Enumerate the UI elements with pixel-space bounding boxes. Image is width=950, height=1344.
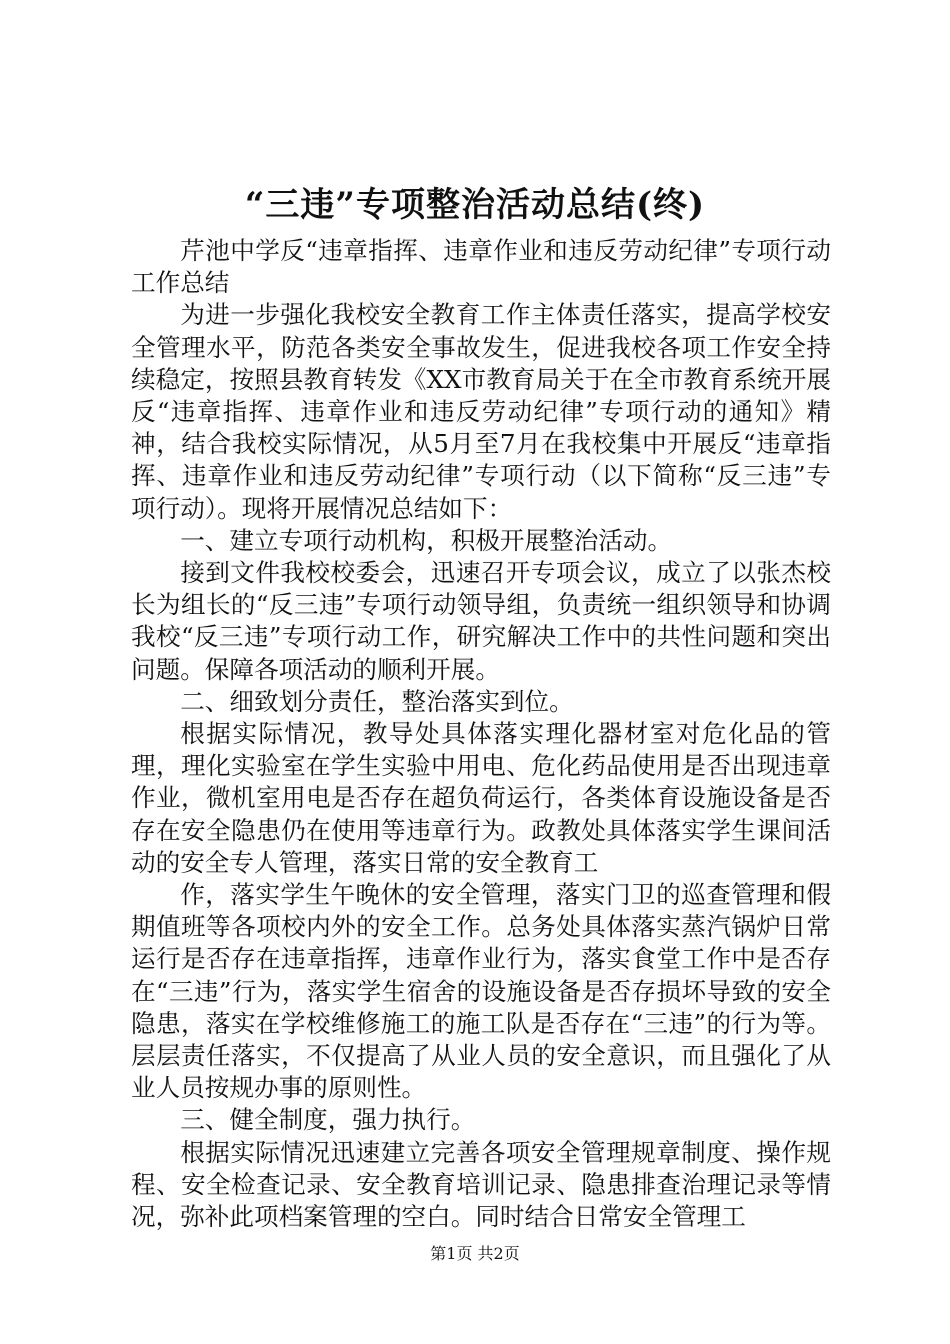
- paragraph-section-2-cont: 作，落实学生午晚休的安全管理，落实门卫的巡查管理和假期值班等各项校内外的安全工作。总务处具体落实蒸汽锅炉日常运行是否存在违章指挥，违章作业行为，落实食堂工作中是否存在“三违”行为，落实学生宿舍的设施设备是否存损坏导致的安全隐患，落实在学校维修施工的施工队是否存在“三违”的行为等。层层责任落实，不仅提高了从业人员的安全意识，而且强化了从业人员按规办事的原则性。: [131, 880, 831, 1103]
- document-body: [131, 235, 831, 1233]
- paragraph-heading: 芹池中学反“违章指挥、违章作业和违反劳动纪律”专项行动工作总结: [131, 236, 831, 298]
- paragraph-section-3: 根据实际情况迅速建立完善各项安全管理规章制度、操作规程、安全检查记录、安全教育培训记录、隐患排查治理记录等情况，弥补此项档案管理的空白。同时结合日常安全管理工: [131, 1137, 831, 1232]
- section-heading-3: 三、健全制度，强力执行。: [180, 1105, 476, 1135]
- page-number-footer: 第1页 共2页: [430, 1244, 520, 1263]
- section-heading-2: 二、细致划分责任，整治落实到位。: [180, 686, 574, 716]
- paragraph-section-2: 根据实际情况，教导处具体落实理化器材室对危化品的管理，理化实验室在学生实验中用电、危化药品使用是否出现违章作业，微机室用电是否存在超负荷运行，各类体育设施设备是否存在安全隐患仍在使用等违章行为。政教处具体落实学生课间活动的安全专人管理，落实日常的安全教育工: [131, 719, 831, 877]
- document-title: “三违”专项整治活动总结(终): [244, 185, 706, 225]
- paragraph-section-1: 接到文件我校校委会，迅速召开专项会议，成立了以张杰校长为组长的“反三违”专项行动领导组，负责统一组织领导和协调我校“反三违”专项行动工作，研究解决工作中的共性问题和突出问题。保障各项活动的顺利开展。: [131, 558, 831, 684]
- section-heading-1: 一、建立专项行动机构，积极开展整治活动。: [180, 525, 673, 555]
- paragraph-intro: 为进一步强化我校安全教育工作主体责任落实，提高学校安全管理水平，防范各类安全事故发生，促进我校各项工作安全持续稳定，按照县教育转发《XX市教育局关于在全市教育系统开展反“违章指挥、违章作业和违反劳动纪律”专项行动的通知》精神，结合我校实际情况，从5月至7月在我校集中开展反“违章指挥、违章作业和违反劳动纪律”专项行动（以下简称“反三违”专项行动）。现将开展情况总结如下：: [131, 300, 831, 523]
